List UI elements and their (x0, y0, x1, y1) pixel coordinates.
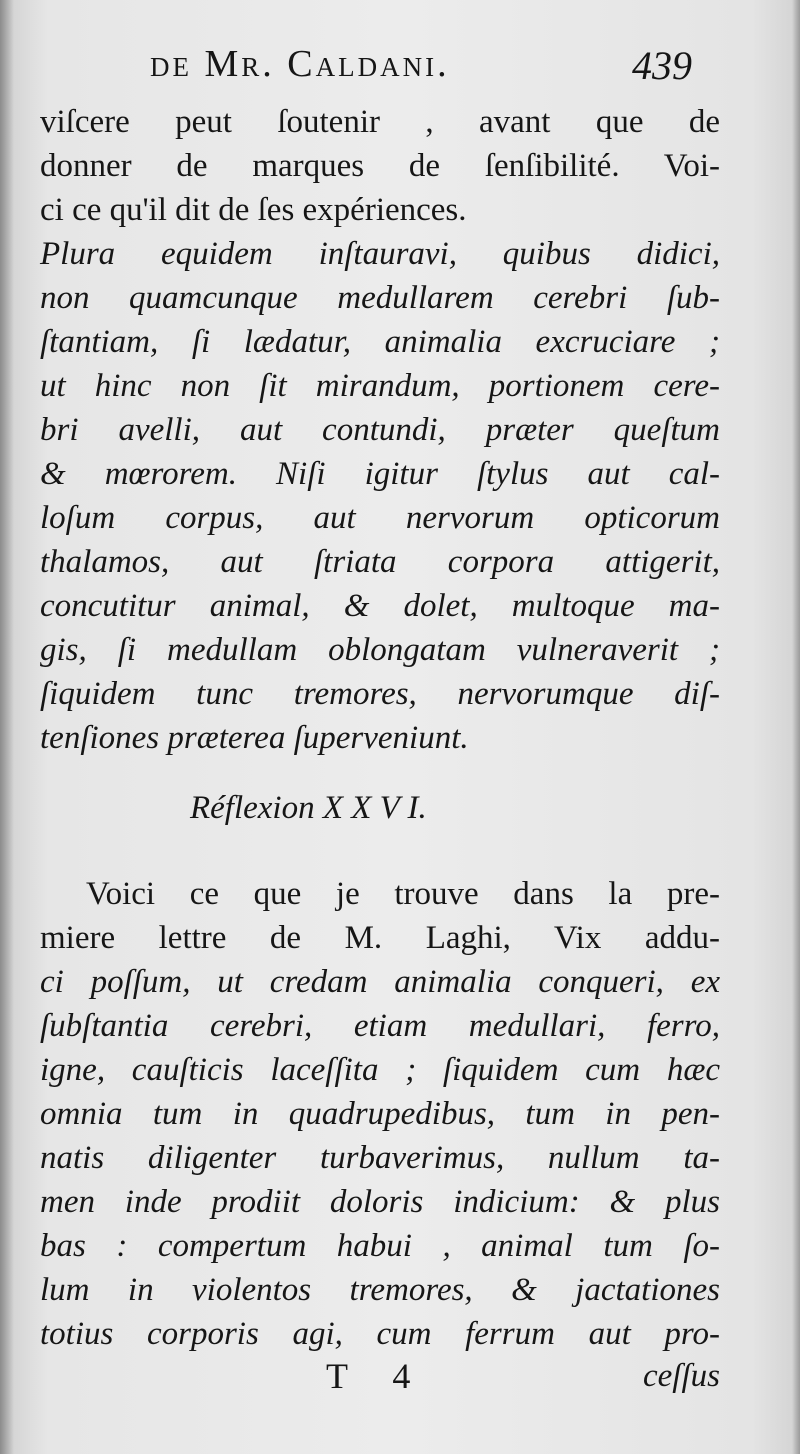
quote-line: ci poſſum, ut credam animalia conqueri, ex (40, 964, 720, 1000)
text-line: donner de marques de ſenſibilité. Voi- (40, 148, 720, 184)
quote-line: omnia tum in quadrupedibus, tum in pen- (40, 1096, 720, 1132)
page-header (0, 42, 800, 92)
text-line: viſcere peut ſoutenir , avant que de (40, 104, 720, 140)
quote-line: ſubſtantia cerebri, etiam medullari, ferro, (40, 1008, 720, 1044)
quote-line: natis diligenter turbaverimus, nullum ta- (40, 1140, 720, 1176)
quote-line: ut hinc non ſit mirandum, portionem cere- (40, 368, 720, 404)
quote-line: ſtantiam, ſi lædatur, animalia excruciare ; (40, 324, 720, 360)
quote-line: gis, ſi medullam oblongatam vulneraverit ; (40, 632, 720, 668)
quote-line: ſiquidem tunc tremores, nervorumque diſ- (40, 676, 720, 712)
quote-line: tenſiones præterea ſuperveniunt. (40, 720, 469, 756)
quote-line: Plura equidem inſtauravi, quibus didici, (40, 236, 720, 272)
text-line: Voici ce que je trouve dans la pre- (86, 876, 720, 912)
quote-line: loſum corpus, aut nervorum opticorum (40, 500, 720, 536)
quote-line: thalamos, aut ſtriata corpora attigerit, (40, 544, 720, 580)
quote-line: men inde prodiit doloris indicium: & plus (40, 1184, 720, 1220)
quote-line: & mœrorem. Niſi igitur ſtylus aut cal- (40, 456, 720, 492)
quote-line: bri avelli, aut contundi, præter queſtum (40, 412, 720, 448)
quote-line: totius corporis agi, cum ferrum aut pro- (40, 1316, 720, 1352)
quote-line: lum in violentos tremores, & jactationes (40, 1272, 720, 1308)
catchword: ceſſus (643, 1358, 720, 1394)
quote-line: non quamcunque medullarem cerebri ſub- (40, 280, 720, 316)
text-line: ci ce qu'il dit de ſes expériences. (40, 192, 467, 228)
signature-mark: T 4 (326, 1356, 429, 1396)
quote-line: bas : compertum habui , animal tum ſo- (40, 1228, 720, 1264)
section-heading: Réflexion X X V I. (190, 790, 427, 826)
running-head: de Mr. Caldani. (150, 43, 450, 85)
page-number: 439 (632, 43, 692, 88)
text-line: miere lettre de M. Laghi, Vix addu- (40, 920, 720, 956)
edge-shadow (792, 0, 800, 1454)
quote-line: concutitur animal, & dolet, multoque ma- (40, 588, 720, 624)
quote-line: igne, cauſticis laceſſita ; ſiquidem cum hæc (40, 1052, 720, 1088)
gutter-shadow (0, 0, 14, 1454)
